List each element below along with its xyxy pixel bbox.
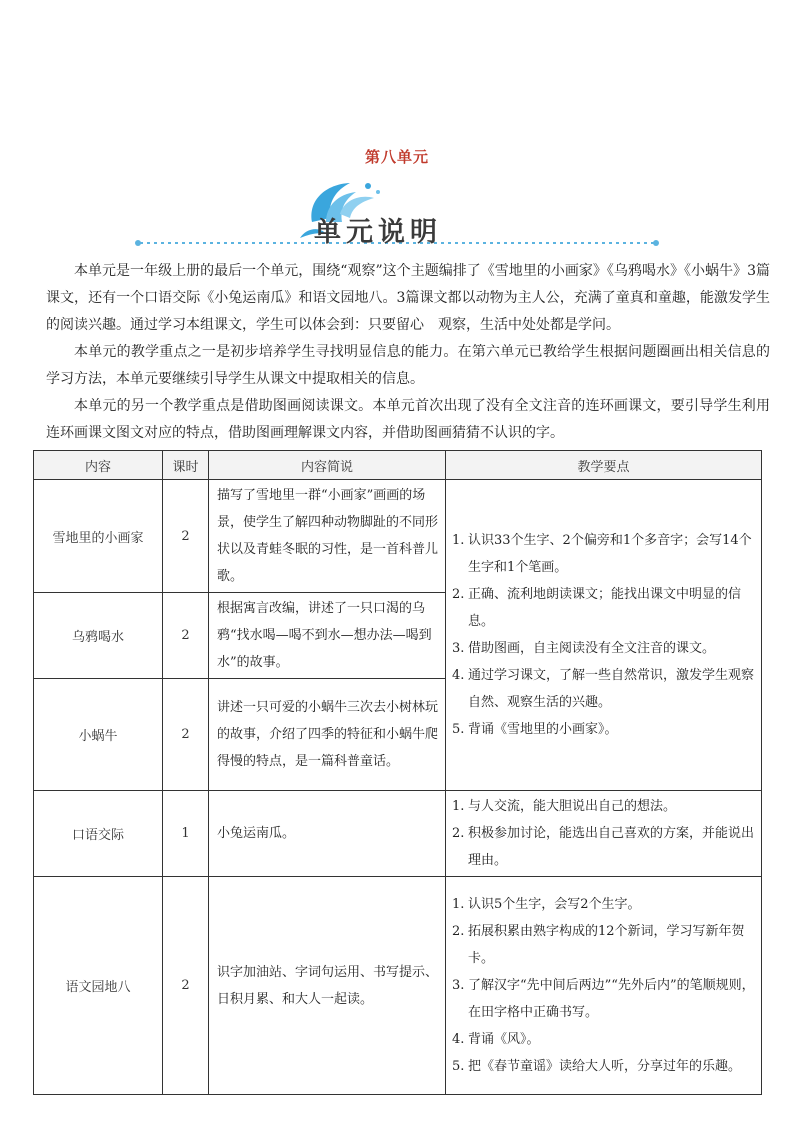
lesson-summary: 描写了雪地里一群“小画家”画画的场景，使学生了解四种动物脚趾的不同形状以及青蛙冬眠的习性，是一首科普儿歌。 — [209, 480, 446, 593]
header-content: 内容 — [34, 451, 163, 480]
lesson-key-points — [446, 480, 762, 791]
table-row — [34, 791, 762, 877]
key-point-item: 2. 拓展积累由熟字构成的12个新词，学习写新年贺卡。 — [452, 924, 745, 966]
key-point-item: 1. 认识33个生字、2个偏旁和1个多音字；会写14个生字和1个笔画。 — [452, 533, 752, 575]
lesson-name: 乌鸦喝水 — [34, 593, 163, 679]
lesson-name: 雪地里的小画家 — [34, 480, 163, 593]
key-point-item: 3. 了解汉字“先中间后两边”“先外后内”的笔顺规则，在田字格中正确书写。 — [452, 978, 755, 1020]
key-point-item: 1. 与人交流，能大胆说出自己的想法。 — [452, 799, 677, 814]
key-point-item: 4. 通过学习课文，了解一些自然常识，激发学生观察自然、观察生活的兴趣。 — [452, 668, 755, 710]
intro-paragraph: 本单元的教学重点之一是初步培养学生寻找明显信息的能力。在第六单元已教给学生根据问题圈画出相关信息的学习方法，本单元要继续引导学生从课文中提取相关的信息。 — [46, 344, 770, 387]
intro-text — [46, 258, 770, 447]
lesson-summary: 根据寓言改编，讲述了一只口渴的乌鸦“找水喝—喝不到水—想办法—喝到水”的故事。 — [209, 593, 446, 679]
lesson-name: 口语交际 — [34, 791, 163, 877]
key-point-item: 3. 借助图画，自主阅读没有全文注音的课文。 — [452, 641, 716, 656]
lesson-summary: 小兔运南瓜。 — [209, 791, 446, 877]
table-row — [34, 480, 762, 593]
key-point-item: 4. 背诵《风》。 — [452, 1032, 540, 1047]
key-point-item: 5. 把《春节童谣》读给大人听，分享过年的乐趣。 — [452, 1059, 742, 1074]
lesson-hours: 2 — [163, 593, 209, 679]
key-point-item: 5. 背诵《雪地里的小画家》。 — [452, 722, 618, 737]
garden-key-points — [446, 877, 762, 1095]
banner-title: 单元说明 — [314, 217, 442, 248]
lesson-hours: 2 — [163, 480, 209, 593]
key-point-item: 1. 认识5个生字，会写2个生字。 — [452, 897, 641, 912]
key-point-item: 2. 正确、流利地朗读课文；能找出课文中明显的信息。 — [452, 587, 742, 629]
lesson-hours: 2 — [163, 679, 209, 791]
lesson-summary: 讲述一只可爱的小蜗牛三次去小树林玩的故事，介绍了四季的特征和小蜗牛爬得慢的特点，是一篇科普童话。 — [209, 679, 446, 791]
header-key-points: 教学要点 — [446, 451, 762, 480]
key-point-item: 2. 积极参加讨论，能选出自己喜欢的方案，并能说出理由。 — [452, 826, 755, 868]
oral-key-points — [446, 791, 762, 877]
table-row — [34, 877, 762, 1095]
intro-paragraph: 本单元的另一个教学重点是借助图画阅读课文。本单元首次出现了没有全文注音的连环画课文，要引导学生利用连环画课文图文对应的特点，借助图画理解课文内容，并借助图画猜猜不认识的字。 — [46, 398, 770, 441]
lesson-summary: 识字加油站、字词句运用、书写提示、日积月累、和大人一起读。 — [209, 877, 446, 1095]
header-summary: 内容简说 — [209, 451, 446, 480]
intro-paragraph: 本单元是一年级上册的最后一个单元，围绕“观察”这个主题编排了《雪地里的小画家》《乌鸦喝水》《小蜗牛》3篇课文，还有一个口语交际《小兔运南瓜》和语文园地八。3篇课文都以动物为主人公，充满了童真和童趣，能激发学生的阅读兴趣。通过学习本组课文，学生可以体会到：只要留心 观察，生活中处处都是学问。 — [46, 263, 770, 333]
lesson-name: 语文园地八 — [34, 877, 163, 1095]
section-banner — [130, 178, 664, 250]
lesson-hours: 2 — [163, 877, 209, 1095]
table-header-row — [34, 451, 762, 480]
unit-title: 第八单元 — [364, 148, 429, 166]
lesson-name: 小蜗牛 — [34, 679, 163, 791]
teaching-plan-table — [33, 450, 762, 1095]
header-hours: 课时 — [163, 451, 209, 480]
lesson-hours: 1 — [163, 791, 209, 877]
